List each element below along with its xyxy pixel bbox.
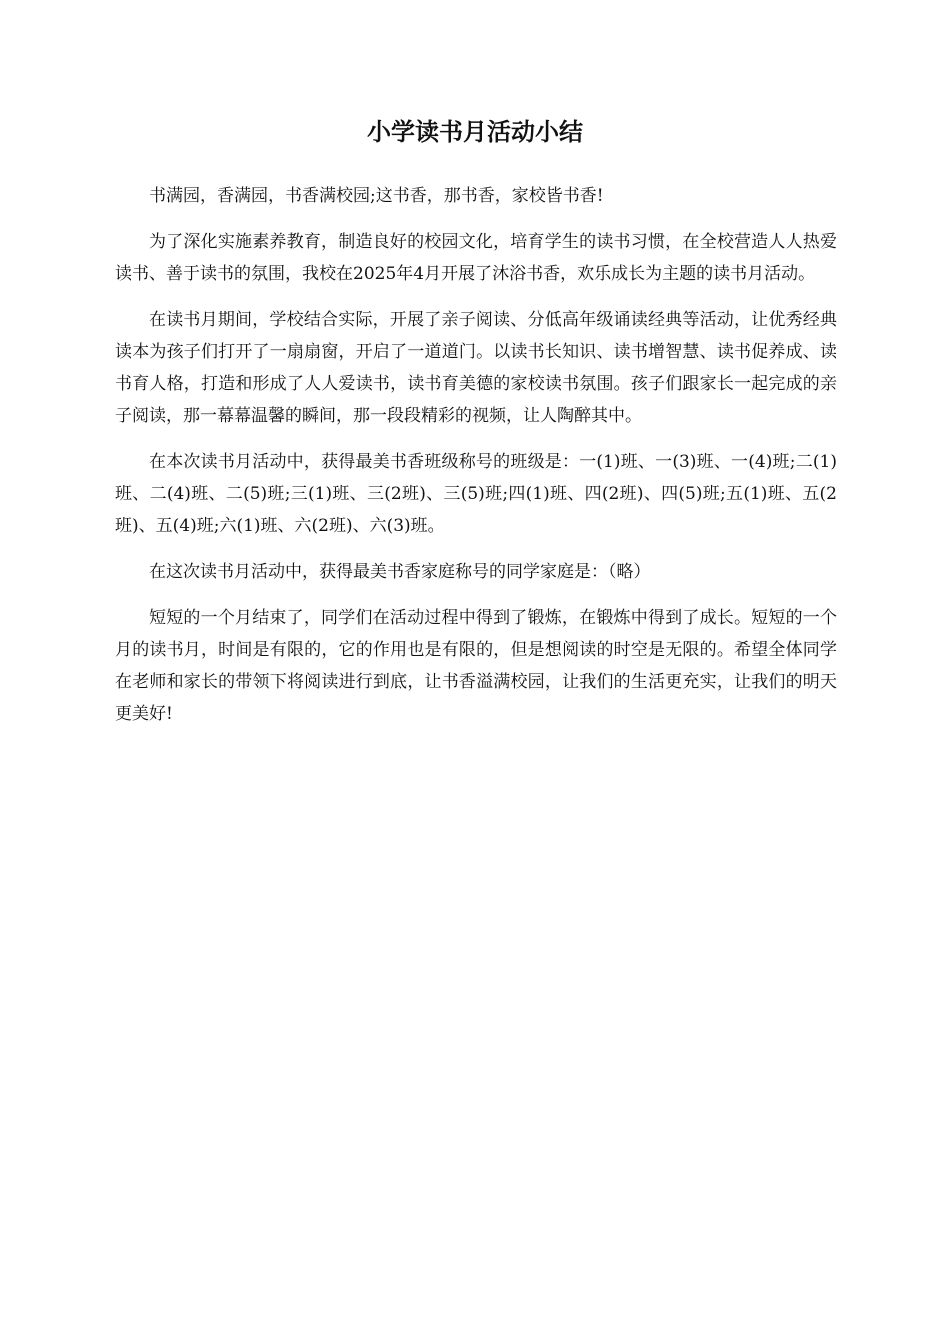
paragraph-activities: 在读书月期间，学校结合实际，开展了亲子阅读、分低高年级诵读经典等活动，让优秀经典读本为孩子们打开了一扇扇窗，开启了一道道门。以读书长知识、读书增智慧、读书促养成、读书育人格，打造和形成了人人爱读书，读书育美德的家校读书氛围。孩子们跟家长一起完成的亲子阅读，那一幕幕温馨的瞬间，那一段段精彩的视频，让人陶醉其中。 <box>115 310 837 426</box>
document-title: 小学读书月活动小结 <box>367 118 583 146</box>
paragraph-opening: 书满园，香满园，书香满校园;这书香，那书香，家校皆书香! <box>149 186 604 206</box>
paragraph-award-families: 在这次读书月活动中，获得最美书香家庭称号的同学家庭是：（略） <box>149 562 651 582</box>
paragraph-purpose: 为了深化实施素养教育，制造良好的校园文化，培育学生的读书习惯，在全校营造人人热爱读书、善于读书的氛围，我校在2025年4月开展了沐浴书香，欢乐成长为主题的读书月活动。 <box>115 232 837 284</box>
document-body <box>115 180 837 744</box>
paragraph-conclusion: 短短的一个月结束了，同学们在活动过程中得到了锻炼，在锻炼中得到了成长。短短的一个月的读书月，时间是有限的，它的作用也是有限的，但是想阅读的时空是无限的。希望全体同学在老师和家长的带领下将阅读进行到底，让书香溢满校园，让我们的生活更充实，让我们的明天更美好! <box>115 608 837 724</box>
paragraph-award-classes: 在本次读书月活动中，获得最美书香班级称号的班级是：一(1)班、一(3)班、一(4)班;二(1)班、二(4)班、二(5)班;三(1)班、三(2班)、三(5)班;四(1)班、四(2班)、四(5)班;五(1)班、五(2班)、五(4)班;六(1)班、六(2班)、六(3)班。 <box>115 452 837 536</box>
